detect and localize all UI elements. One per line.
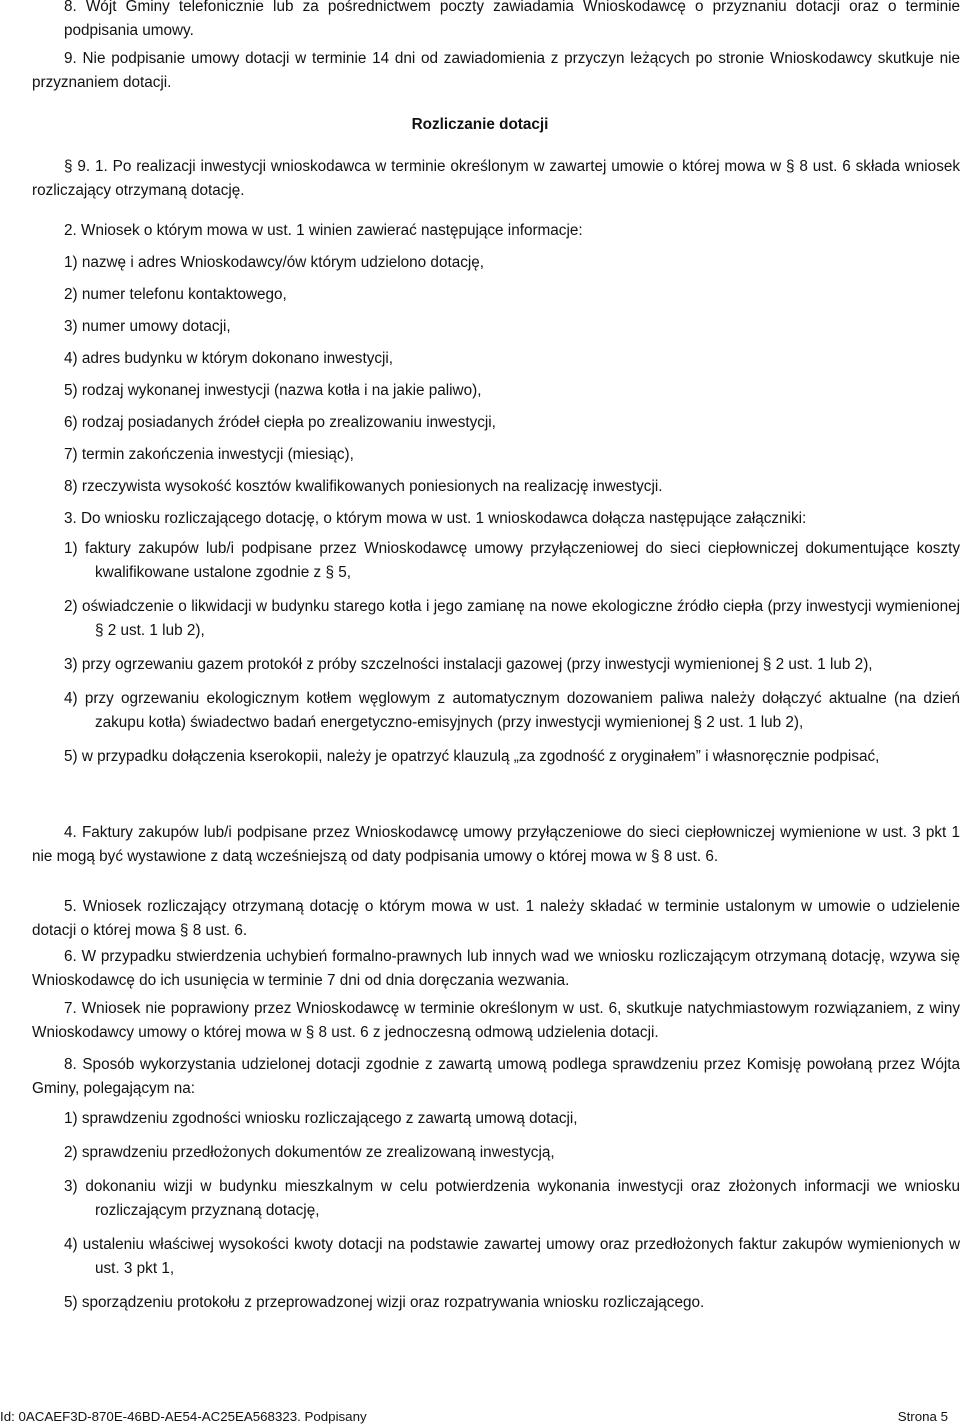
list-item: 5) w przypadku dołączenia kserokopii, należy je opatrzyć klauzulą „za zgodność z oryginałem” i własnoręcznie podpisać, [64,748,880,765]
list-item: 8) rzeczywista wysokość kosztów kwalifikowanych poniesionych na realizację inwestycji. [64,478,663,495]
list-item: 1) faktury zakupów lub/i podpisane przez Wnioskodawcę umowy przyłączeniowej do sieci ciepłowniczej dokumentujące koszty kwalifikowane ustalone zgodnie z § 5, [64,540,960,581]
paragraph-9: 9. Nie podpisanie umowy dotacji w terminie 14 dni od zawiadomienia z przyczyn leżących po stronie Wnioskodawcy skutkuje nie przyznaniem dotacji. [32,50,960,91]
para-9-7: 7. Wniosek nie poprawiony przez Wnioskodawcę w terminie określonym w ust. 6, skutkuje natychmiastowym rozwiązaniem, z winy Wnioskodawcy umowy o której mowa w § 8 ust. 6 z jednoczesną odmową udzielenia dotacji. [32,1000,960,1041]
list-item: 3) numer umowy dotacji, [64,318,231,335]
para-9-3: 3. Do wniosku rozliczającego dotację, o którym mowa w ust. 1 wnioskodawca dołącza następujące załączniki: [64,510,807,527]
list-item: 3) przy ogrzewaniu gazem protokół z próby szczelności instalacji gazowej (przy inwestycji wymienionej § 2 ust. 1 lub 2), [64,656,873,673]
list-9-2 [32,251,960,507]
page-number: Strona 5 [897,1409,948,1424]
list-item: 2) numer telefonu kontaktowego, [64,286,287,303]
para-9-2: 2. Wniosek o którym mowa w ust. 1 winien zawierać następujące informacje: [64,222,583,239]
list-item: 2) oświadczenie o likwidacji w budynku starego kotła i jego zamianę na nowe ekologiczne źródło ciepła (przy inwestycji wymienionej § 2 ust. 1 lub 2), [64,598,960,639]
page-footer [0,1407,960,1427]
paragraph-8-cont: 8. Wójt Gminy telefonicznie lub za pośrednictwem poczty zawiadamia Wnioskodawcę o przyznaniu dotacji oraz o terminie podpisania umowy. [64,0,960,39]
list-item: 4) przy ogrzewaniu ekologicznym kotłem węglowym z automatycznym dozowaniem paliwa należy dołączyć aktualne (na dzień zakupu kotła) świadectwo badań energetyczno-emisyjnych (przy inwestycji wymienionej § 2 ust. 1 lub 2), [64,690,960,731]
list-item: 6) rodzaj posiadanych źródeł ciepła po zrealizowaniu inwestycji, [64,414,496,431]
list-item: 7) termin zakończenia inwestycji (miesiąc), [64,446,354,463]
para-9-4: 4. Faktury zakupów lub/i podpisane przez Wnioskodawcę umowy przyłączeniowe do sieci ciepłowniczej wymienione w ust. 3 pkt 1 nie mogą być wystawione z datą wcześniejszą od daty podpisania umowy o której mowa w § 8 ust. 6. [32,824,960,865]
list-9-8 [64,1107,960,1325]
para-9-8: 8. Sposób wykorzystania udzielonej dotacji zgodnie z zawartą umową podlega sprawdzeniu przez Komisję powołaną przez Wójta Gminy, polegającym na: [32,1056,960,1097]
list-item: 3) dokonaniu wizji w budynku mieszkalnym w celu potwierdzenia wykonania inwestycji oraz złożonych informacji we wniosku rozliczającym przyznaną dotację, [64,1178,960,1219]
list-item: 2) sprawdzeniu przedłożonych dokumentów ze zrealizowaną inwestycją, [64,1144,555,1161]
list-item: 4) ustaleniu właściwej wysokości kwoty dotacji na podstawie zawartej umowy oraz przedłożonych faktur zakupów wymienionych w ust. 3 pkt 1, [64,1236,960,1277]
section-heading: Rozliczanie dotacji [411,116,549,133]
list-item: 5) sporządzeniu protokołu z przeprowadzonej wizji oraz rozpatrywania wniosku rozliczającego. [64,1294,705,1311]
list-item: 5) rodzaj wykonanej inwestycji (nazwa kotła i na jakie paliwo), [64,382,482,399]
list-item: 1) nazwę i adres Wnioskodawcy/ów którym udzielono dotację, [64,254,485,271]
para-9-5: 5. Wniosek rozliczający otrzymaną dotację o którym mowa w ust. 1 należy składać w terminie ustalonym w umowie o udzielenie dotacji o której mowa § 8 ust. 6. [32,898,960,939]
para-9-6: 6. W przypadku stwierdzenia uchybień formalno-prawnych lub innych wad we wniosku rozliczającym otrzymaną dotację, wzywa się Wnioskodawcę do ich usunięcia w terminie 7 dni od dnia doręczania wezwania. [32,948,960,989]
document-id: Id: 0ACAEF3D-870E-46BD-AE54-AC25EA568323. Podpisany [0,1409,367,1424]
list-9-3 [64,537,960,779]
para-9-1: § 9. 1. Po realizacji inwestycji wnioskodawca w terminie określonym w zawartej umowie o której mowa w § 8 ust. 6 składa wniosek rozliczający otrzymaną dotację. [32,158,960,199]
list-item: 1) sprawdzeniu zgodności wniosku rozliczającego z zawartą umową dotacji, [64,1110,578,1127]
list-item: 4) adres budynku w którym dokonano inwestycji, [64,350,394,367]
